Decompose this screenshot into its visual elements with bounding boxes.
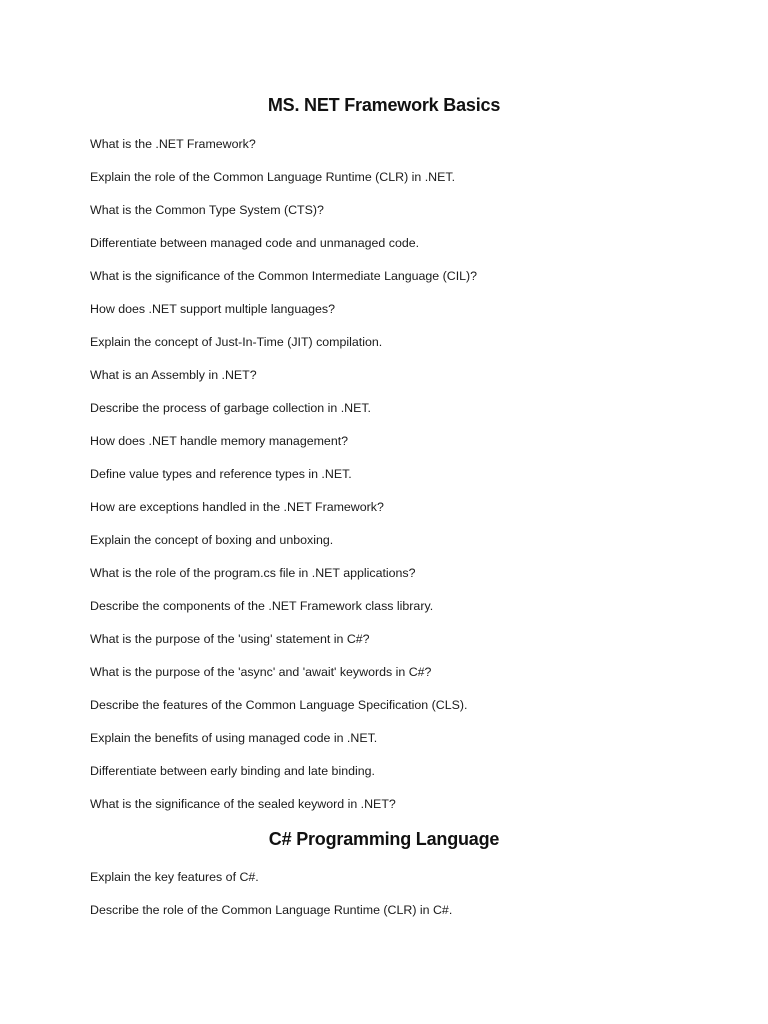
question-item: What is the significance of the sealed keyword in .NET? xyxy=(90,797,396,811)
question-list-net-framework xyxy=(90,135,710,828)
question-item: What is the purpose of the 'using' statement in C#? xyxy=(90,632,370,646)
question-item: Describe the components of the .NET Framework class library. xyxy=(90,599,434,613)
question-item: What is the Common Type System (CTS)? xyxy=(90,203,324,217)
question-item: Explain the benefits of using managed code in .NET. xyxy=(90,731,378,745)
question-item: Explain the concept of boxing and unboxing. xyxy=(90,533,334,547)
question-list-csharp xyxy=(90,868,710,934)
question-item: Explain the concept of Just-In-Time (JIT) compilation. xyxy=(90,335,383,349)
question-item: Describe the features of the Common Language Specification (CLS). xyxy=(90,698,468,712)
section-heading-net-framework: MS. NET Framework Basics xyxy=(267,95,501,115)
question-item: What is the role of the program.cs file in .NET applications? xyxy=(90,566,416,580)
question-item: Explain the role of the Common Language Runtime (CLR) in .NET. xyxy=(90,170,456,184)
question-item: Differentiate between early binding and late binding. xyxy=(90,764,375,778)
question-item: How are exceptions handled in the .NET Framework? xyxy=(90,500,384,514)
question-item: Differentiate between managed code and unmanaged code. xyxy=(90,236,420,250)
section-heading-csharp: C# Programming Language xyxy=(268,829,500,849)
question-item: What is the significance of the Common Intermediate Language (CIL)? xyxy=(90,269,478,283)
question-item: What is the .NET Framework? xyxy=(90,137,256,151)
question-item: Define value types and reference types in .NET. xyxy=(90,467,352,481)
question-item: How does .NET handle memory management? xyxy=(90,434,349,448)
question-item: What is the purpose of the 'async' and 'await' keywords in C#? xyxy=(90,665,432,679)
question-item: Explain the key features of C#. xyxy=(90,870,259,884)
question-item: What is an Assembly in .NET? xyxy=(90,368,257,382)
question-item: Describe the role of the Common Language Runtime (CLR) in C#. xyxy=(90,903,453,917)
question-item: Describe the process of garbage collection in .NET. xyxy=(90,401,371,415)
question-item: How does .NET support multiple languages? xyxy=(90,302,335,316)
